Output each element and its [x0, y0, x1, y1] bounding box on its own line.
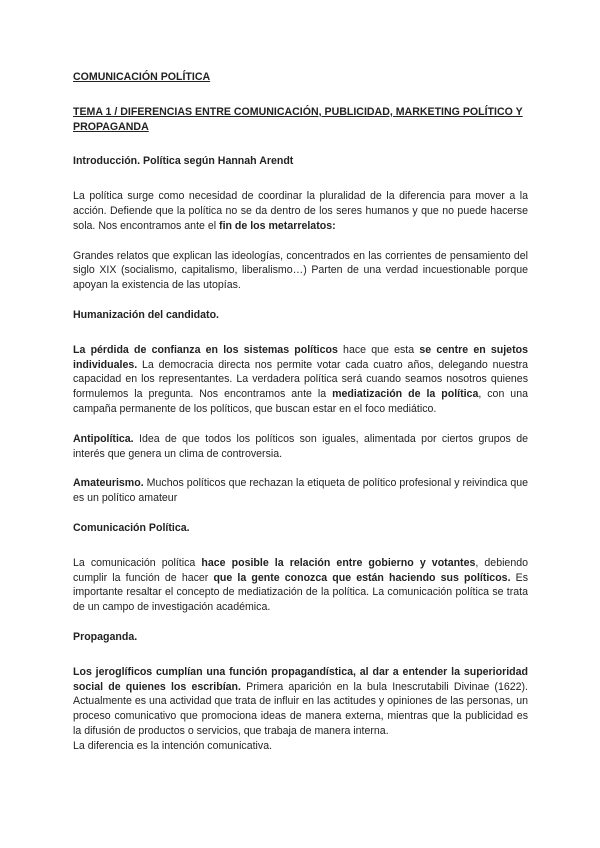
propaganda-text: Primera aparición en la bula Inescrutabili Divinae (1622). Actualmente es una actividad que trata de influir en las actitudes y opiniones de las personas, un proceso comunicativo que promociona ideas de manera externa, mientras que la publicidad es la difusión de productos o servicios, que trabaja de manera interna. [73, 680, 529, 737]
comunicacion-bold-1: hace posible la relación entre gobierno y votantes [201, 556, 476, 569]
topic-title: TEMA 1 / DIFERENCIAS ENTRE COMUNICACIÓN, PUBLICIDAD, MARKETING POLÍTICO Y PROPAGANDA [73, 105, 523, 133]
intro-heading: Introducción. Política según Hannah Arendt [73, 155, 294, 168]
humanizacion-bold-2: se centre en sujetos individuales. [73, 343, 528, 371]
humanizacion-bold-3: mediatización de la política [332, 388, 479, 401]
propaganda-bold: Los jeroglíficos cumplían una función propagandística, al dar a entender la superioridad social de quienes los escribían. [73, 665, 528, 693]
humanizacion-bold-1: La pérdida de confianza en los sistemas políticos [73, 343, 338, 356]
amateurismo-term: Amateurismo. [73, 477, 144, 490]
propaganda-heading: Propaganda. [73, 630, 138, 643]
intro-paragraph-2: Grandes relatos que explican las ideologías, concentrados en las corrientes de pensamiento del siglo XIX (socialismo, capitalismo, liberalismo…) Parten de una verdad incuestionable porque apoyan la existencia de las utopías. [73, 249, 528, 292]
antipolitica-text: Idea de que todos los políticos son iguales, alimentada por ciertos grupos de interés que genera un clima de controversia. [73, 432, 528, 460]
document-title: COMUNICACIÓN POLÍTICA [73, 71, 211, 83]
humanizacion-paragraph-1 [73, 343, 528, 417]
comunicacion-bold-2: que la gente conozca que están haciendo sus políticos. [213, 571, 511, 584]
intro-paragraph-1 [73, 189, 528, 233]
humanizacion-text-2: La democracia directa nos permite votar cada cuatro años, delegando nuestra capacidad en los representantes. La verdadera política será cuando seamos nosotros quienes formulemos la pregunta. Nos encontramos ante la [73, 358, 528, 401]
humanizacion-heading: Humanización del candidato. [73, 308, 219, 321]
comunicacion-paragraph [73, 556, 528, 615]
antipolitica-paragraph [73, 432, 528, 462]
amateurismo-paragraph [73, 476, 528, 506]
antipolitica-term: Antipolítica. [73, 432, 134, 445]
propaganda-paragraph [73, 665, 528, 739]
document-page [73, 70, 528, 754]
comunicacion-text-3: Es importante resaltar el concepto de mediatización de la política. La comunicación política se trata de un campo de investigación académica. [73, 571, 529, 614]
intro-p1-bold: fin de los metarrelatos: [219, 219, 336, 232]
humanizacion-text-3: , con una campaña permanente de los políticos, que buscan estar en el foco mediático. [73, 388, 528, 415]
propaganda-conclusion: La diferencia es la intención comunicativa. [73, 739, 273, 752]
comunicacion-text-1: La comunicación política [73, 556, 202, 569]
intro-p1-text: La política surge como necesidad de coordinar la pluralidad de la diferencia para mover a la acción. Defiende que la política no se da dentro de los seres humanos y que no puede hacerse sola. Nos encontramos ante el [73, 190, 528, 232]
comunicacion-text-2: , debiendo cumplir la función de hacer [73, 556, 529, 584]
comunicacion-heading: Comunicación Política. [73, 521, 190, 534]
humanizacion-text-1: hace que esta [337, 343, 420, 356]
amateurismo-text: Muchos políticos que rechazan la etiqueta de político profesional y reivindica que es un político amateur [73, 477, 528, 505]
